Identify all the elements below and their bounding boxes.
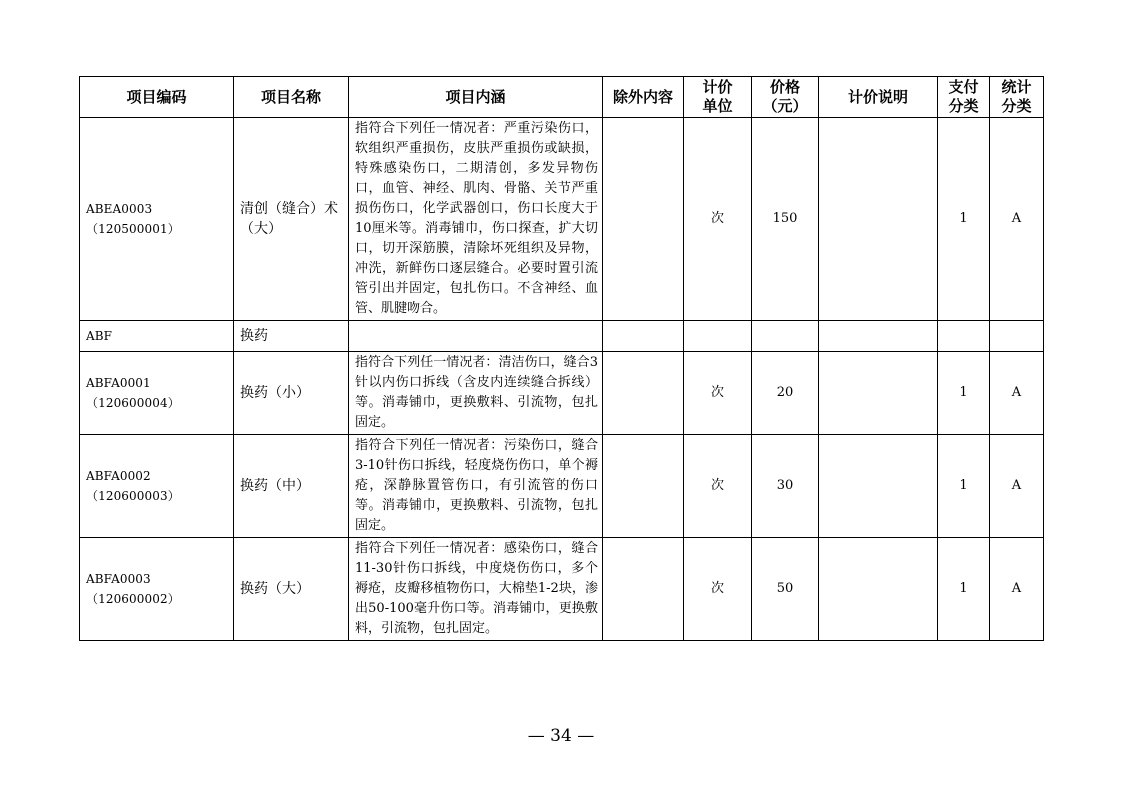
cell-name: 换药: [234, 321, 349, 352]
table-row: [80, 321, 1044, 352]
header-payment-line2: 分类: [948, 97, 979, 115]
cell-exclusions: [603, 435, 684, 538]
price-table: [79, 76, 1044, 641]
header-stat: [990, 77, 1044, 118]
header-code: 项目编码: [80, 77, 234, 118]
cell-payment: 1: [938, 352, 990, 435]
cell-unit: 次: [684, 352, 752, 435]
header-exclusions: 除外内容: [603, 77, 684, 118]
cell-stat: A: [990, 352, 1044, 435]
cell-payment: 1: [938, 435, 990, 538]
cell-content: [349, 321, 603, 352]
header-price-line2: （元）: [762, 97, 808, 115]
cell-explanation: [819, 538, 938, 641]
header-unit-line2: 单位: [702, 97, 733, 115]
cell-price: 30: [752, 435, 819, 538]
cell-exclusions: [603, 352, 684, 435]
cell-stat: A: [990, 538, 1044, 641]
header-content: 项目内涵: [349, 77, 603, 118]
cell-stat: A: [990, 435, 1044, 538]
cell-unit: 次: [684, 118, 752, 321]
cell-explanation: [819, 352, 938, 435]
cell-exclusions: [603, 538, 684, 641]
cell-exclusions: [603, 321, 684, 352]
header-price-line1: 价格: [769, 78, 800, 96]
cell-price: 20: [752, 352, 819, 435]
cell-code: ABFA0002（120600003）: [80, 435, 234, 538]
cell-unit: 次: [684, 435, 752, 538]
cell-price: [752, 321, 819, 352]
cell-name: 清创（缝合）术（大）: [234, 118, 349, 321]
table-row: [80, 352, 1044, 435]
cell-code: ABEA0003（120500001）: [80, 118, 234, 321]
cell-code: ABFA0001（120600004）: [80, 352, 234, 435]
cell-content: 指符合下列任一情况者：清洁伤口，缝合3针以内伤口拆线（含皮内连续缝合拆线）等。消毒铺巾，更换敷料、引流物，包扎固定。: [349, 352, 603, 435]
cell-explanation: [819, 435, 938, 538]
table-row: [80, 118, 1044, 321]
header-explanation: 计价说明: [819, 77, 938, 118]
header-unit: [684, 77, 752, 118]
cell-content: 指符合下列任一情况者：感染伤口，缝合11-30针伤口拆线，中度烧伤伤口，多个褥疮，皮瓣移植物伤口，大棉垫1-2块，渗出50-100毫升伤口等。消毒铺巾，更换敷料，引流物，包扎固定。: [349, 538, 603, 641]
header-payment-line1: 支付: [948, 78, 979, 96]
header-stat-line2: 分类: [1001, 97, 1032, 115]
cell-code: ABF: [80, 321, 234, 352]
cell-explanation: [819, 118, 938, 321]
table-row: [80, 435, 1044, 538]
cell-payment: 1: [938, 118, 990, 321]
cell-exclusions: [603, 118, 684, 321]
header-unit-line1: 计价: [702, 78, 733, 96]
cell-stat: A: [990, 118, 1044, 321]
cell-payment: 1: [938, 538, 990, 641]
header-stat-line1: 统计: [1001, 78, 1032, 96]
cell-explanation: [819, 321, 938, 352]
cell-content: 指符合下列任一情况者：污染伤口，缝合3-10针伤口拆线，轻度烧伤伤口，单个褥疮，深静脉置管伤口，有引流管的伤口等。消毒铺巾，更换敷料、引流物，包扎固定。: [349, 435, 603, 538]
header-name: 项目名称: [234, 77, 349, 118]
cell-price: 50: [752, 538, 819, 641]
header-price: [752, 77, 819, 118]
cell-name: 换药（中）: [234, 435, 349, 538]
cell-unit: 次: [684, 538, 752, 641]
header-row: [80, 77, 1044, 118]
cell-name: 换药（小）: [234, 352, 349, 435]
header-payment: [938, 77, 990, 118]
page-number: — 34 —: [527, 726, 595, 746]
cell-content: 指符合下列任一情况者：严重污染伤口，软组织严重损伤，皮肤严重损伤或缺损，特殊感染伤口，二期清创，多发异物伤口，血管、神经、肌肉、骨骼、关节严重损伤伤口，化学武器创口，伤口长度大于10厘米等。消毒铺巾，伤口探查，扩大切口，切开深筋膜，清除坏死组织及异物，冲洗，新鲜伤口逐层缝合。必要时置引流管引出并固定，包扎伤口。不含神经、血管、肌腱吻合。: [349, 118, 603, 321]
cell-name: 换药（大）: [234, 538, 349, 641]
cell-price: 150: [752, 118, 819, 321]
cell-code: ABFA0003（120600002）: [80, 538, 234, 641]
table-row: [80, 538, 1044, 641]
cell-payment: [938, 321, 990, 352]
cell-stat: [990, 321, 1044, 352]
cell-unit: [684, 321, 752, 352]
